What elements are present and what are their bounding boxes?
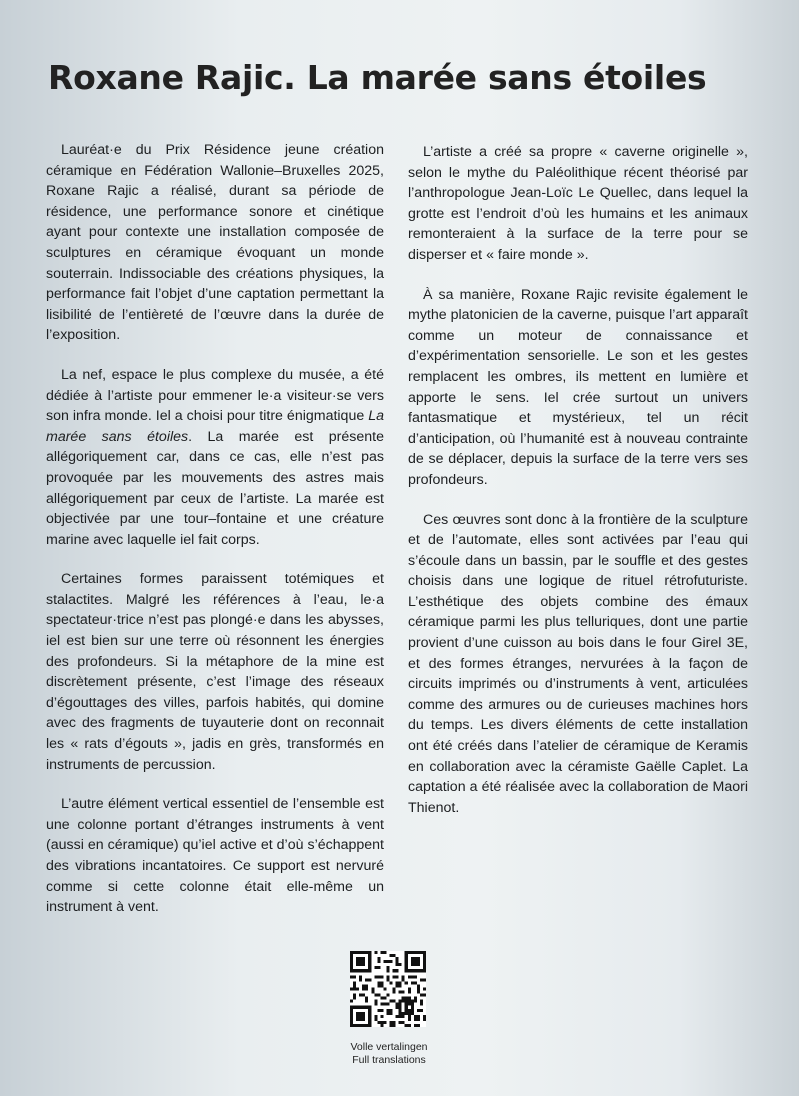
paragraph-nef-start: La nef, espace le plus complexe du musée, a été dédiée à l’artiste pour emmener le·a visiteur·se vers son infra monde. Iel a choisi pour titre énigmatique	[46, 366, 384, 425]
caption-dutch: Volle vertalingen	[350, 1041, 428, 1053]
right-column	[408, 142, 748, 837]
page-title: Roxane Rajic. La marée sans étoiles	[48, 58, 707, 97]
paragraph-oeuvres: Ces œuvres sont donc à la frontière de la sculpture et de l’automate, elles sont activées par l’eau qui s’écoule dans un bassin, par le souffle et des gestes choisis dans une logique de rituel rétrofuturiste. L’esthétique des objets combine des émaux céramique parmi les plus telluriques, dont une partie provient d’une cuisson au bois dans le four Girel 3E, et des formes étranges, nervurées à la façon de circuits imprimés ou d’instruments à vent, articulées comme des armures ou de curieuses machines hors du temps. Les divers éléments de cette installation ont été créés dans l’atelier de céramique de Keramis en collaboration avec la céramiste Gaëlle Caplet. La captation a été réalisée avec la collaboration de Maori Thienot.	[408, 511, 748, 816]
paragraph-nef	[46, 365, 384, 550]
paragraph-laureate: Lauréat·e du Prix Résidence jeune création céramique en Fédération Wallonie–Bruxelles 2025, Roxane Rajic a réalisé, durant sa période de résidence, une performance sonore et cinétique ayant pour contexte une installation composée de sculptures en céramique évoquant un monde souterrain. Indissociable des créations physiques, la performance fait l’objet d’une captation permettant la lisibilité de l’entièreté de l’œuvre dans la durée de l’exposition.	[46, 142, 384, 344]
caption-english: Full translations	[352, 1054, 426, 1066]
paragraph-nef-end: . La marée est présente allégoriquement car, dans ce cas, elle n’est pas provoquée par les mouvements des astres mais allégoriquement par ceux de l’artiste. La marée est objectivée par une tour–fontaine et une créature marine avec laquelle iel fait corps.	[46, 428, 385, 548]
paragraph-platon: À sa manière, Roxane Rajic revisite également le mythe platonicien de la caverne, puisque l’art apparaît comme un moteur de connaissance et d’expérimentation sensorielle. Le son et les gestes remplacent les ombres, ils mettent en lumière et apporte le sens. Iel crée surtout un univers fantasmatique et mystérieux, tel un récit d’anticipation, où l’humanité est à nouveau contrainte de se déplacer, depuis la surface de la terre vers ses profondeurs.	[408, 286, 748, 488]
paragraph-colonne: L’autre élément vertical essentiel de l’ensemble est une colonne portant d’étranges instruments à vent (aussi en céramique) qu’iel active et d’où s’échappent des vibrations incantatoires. Ce support est nervuré comme si cette colonne était elle-même un instrument à vent.	[46, 796, 384, 916]
qr-caption	[320, 1041, 458, 1067]
artwork-title-italic: La marée sans étoiles	[46, 408, 384, 445]
paragraph-formes: Certaines formes paraissent totémiques et stalactites. Malgré les références à l’eau, le·a spectateur·trice n’est pas plongé·e dans les abysses, iel est bien sur une terre où résonnent les énergies des profondeurs. Si la métaphore de la mine est discrètement présente, c’est l’image des réseaux d’égouttages des villes, parfois habités, qui domine avec des fragments de tuyauterie dont on reconnait les « rats d’égouts », jadis en grès, transformés en instruments de percussion.	[46, 571, 384, 773]
left-column	[46, 140, 384, 937]
qr-code-icon[interactable]	[350, 951, 426, 1027]
paragraph-caverne: L’artiste a créé sa propre « caverne originelle », selon le mythe du Paléolithique récent théorisé par l’anthropologue Jean-Loïc Le Quellec, dans lequel la grotte est l’endroit d’où les humains et les animaux remonteraient à la surface de la terre pour se disperser et « faire monde ».	[408, 144, 748, 263]
